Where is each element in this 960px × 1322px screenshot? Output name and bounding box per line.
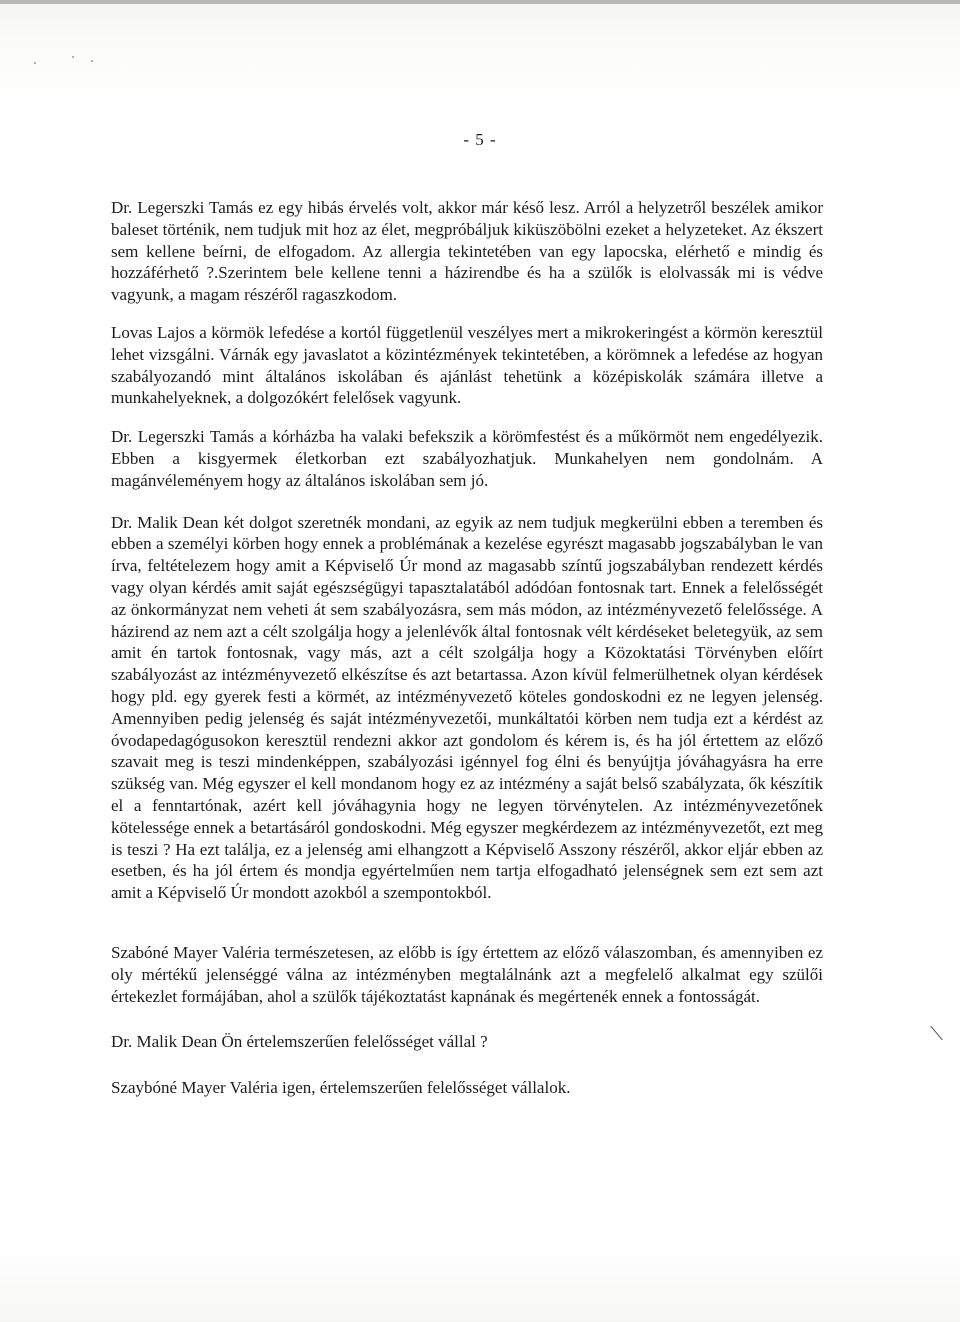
paragraph-legerszki-2: Dr. Legerszki Tamás a kórházba ha valaki befekszik a körömfestést és a műkörmöt nem engedélyezik. Ebben a kisgyermek életkorban ezt szabályozhatjuk. Munkahelyen nem gondolnám. A magánvéleményem hogy az általános iskolában sem jó. — [111, 427, 823, 490]
paragraph-lovas: Lovas Lajos a körmök lefedése a kortól függetlenül veszélyes mert a mikrokeringést a körmön keresztül lehet vizsgálni. Várnák egy javaslatot a közintézmények tekintetében, a körömnek a lefedése az hogyan szabályozandó mint általános iskolában és ajánlást tehetünk a középiskolák számára illetve a munkahelyeknek, a dolgozókért felelősek vagyunk. — [111, 322, 823, 408]
scan-speck — [34, 62, 36, 64]
scan-edge-shadow — [0, 0, 960, 4]
scan-speck — [91, 60, 93, 62]
paragraph-legerszki-1: Dr. Legerszki Tamás ez egy hibás érvelés volt, akkor már késő lesz. Arról a helyzetről beszélek amikor baleset történik, nem tudjuk mit hoz az élet, megpróbáljuk kiküszöbölni ezeket a helyzeteket. Az ékszert sem kellene beírni, de elfogadom. Az allergia tekintetében van egy lapocska, elérhető e mindig és hozzáférhető ?.Szerintem bele kellene tenni a házirendbe és ha a szülők is elolvassák mi is védve vagyunk, a magam részéről ragaszkodom. — [111, 198, 823, 305]
page-number: - 5 - — [463, 130, 497, 149]
paragraph-szaybone: Szaybóné Mayer Valéria igen, értelemszerűen felelősséget vállalok. — [111, 1078, 571, 1098]
document-body — [111, 197, 823, 1099]
paragraph-malik-1: Dr. Malik Dean két dolgot szeretnék mondani, az egyik az nem tudjuk megkerülni ebben a teremben és ebben a személyi körben hogy ennek a problémának a kezelése egyrészt magasabb jogszabályban le van írva, feltételezem hogy amit a Képviselő Úr mond az magasabb színtű jogszabályban rendezett kérdés vagy olyan kérdés amit saját egészségügyi tapasztalatából adódóan fontosnak tart. Ennek a felelősségét az önkormányzat nem veheti át sem szabályozásra, sem más módon, az intézményvezető felelőssége. A házirend az nem azt a célt szolgálja hogy a jelenlévők által fontosnak vélt kérdéseket beletegyük, az sem amit én tartok fontosnak, vagy más, azt a célt szolgálja hogy a Közoktatási Törvényben előírt szabályozást az intézményvezető elkészítse és azt betartassa. Azon kívül felmerülhetnek olyan kérdések hogy pld. egy gyerek festi a körmét, az intézményvezető köteles gondoskodni ez ne legyen jelenség. Amennyiben pedig jelenség és saját intézményvezetői, munkáltatói körben nem tudja ezt a kérdést az óvodapedagógusokon keresztül rendezni akkor azt gondolom és kérem is, és ha jól értettem az előző szavait meg is teszi mindenképpen, szabályozási igénnyel fog élni és benyújtja jóváhagyásra ha erre szükség van. Még egyszer el kell mondanom hogy ez az intézmény a saját belső szabályzata, ők készítik el a fenntartónak, azért kell jóváhagynia hogy ne legyen törvénytelen. Az intézményvezetőnek kötelessége ennek a betartásáról gondoskodni. Még egyszer megkérdezem az intézményvezetőt, ezt meg is teszi ? Ha ezt találja, ez a jelenség ami elhangzott a Képviselő Asszony részéről, akkor eljár ebben az esetben, és ha jól értem és mondja egyértelműen nem tartja elfogadható jelenségnek sem ezt sem azt amit a Képviselő Úr mondott azokból a szempontokból. — [111, 512, 823, 903]
paragraph-szabone: Szabóné Mayer Valéria természetesen, az előbb is így értettem az előző válaszomban, és amennyiben ez oly mértékű jelenséggé válna az intézményben megtalálnánk azt a megfelelő alkalmat egy szülői értekezlet formájában, ahol a szülők tájékoztatást kapnának és megértenék ennek a fontosságát. — [111, 942, 823, 1006]
pen-mark — [930, 1026, 942, 1040]
paragraph-malik-2: Dr. Malik Dean Ön értelemszerűen felelősséget vállal ? — [111, 1032, 488, 1052]
scan-speck — [72, 56, 74, 58]
